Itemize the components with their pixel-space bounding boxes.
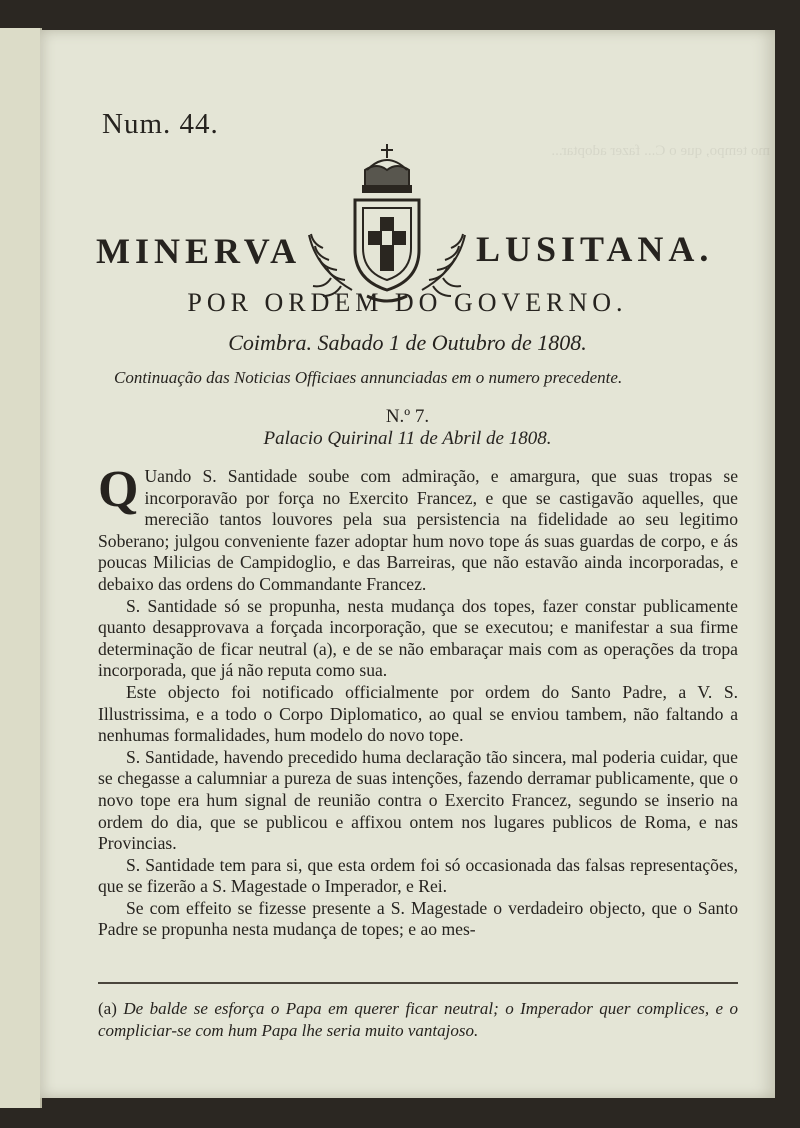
paragraph-text: Uando S. Santidade soube com admiração, e amargura, que suas tropas se incorporavão por força no Exercito Francez, e que se castigavão aquelles, que merecião tantos louvores pela sua persistencia na fidelidade ao seu legitimo Soberano; julgou conveniente fazer adoptar hum novo tope ás suas guardas de corpo, e ás poucas Milicias de Campidoglio, e das Barreiras, que não estavão ainda incorporadas, e debaixo das ordens do Commandante Francez. xyxy=(98,466,738,594)
continuation-note: Continuação das Noticias Officiaes annunciadas em o numero precedente. xyxy=(114,368,623,387)
footnote-label: (a) xyxy=(98,999,117,1018)
article-number: N.º 7. xyxy=(385,406,430,427)
article-place-date: Palacio Quirinal 11 de Abril de 1808. xyxy=(263,428,552,449)
footnote xyxy=(98,998,738,1042)
paragraph-2: S. Santidade só se propunha, nesta mudança dos topes, fazer constar publicamente quanto desapprovava a forçada incorporação, que se executou; e manifestar a sua firme determinação de ficar neutral (a), e de se não embaraçar mais com as operações da tropa incorporada, que já não reputa como sua. xyxy=(98,595,738,681)
adjacent-page-edge xyxy=(0,28,42,1108)
paragraph-3: Este objecto foi notificado officialmente por ordem do Santo Padre, a V. S. Illustrissima, e a todo o Corpo Diplomatico, ao qual se enviou tambem, não faltando a nenhumas formalidades, hum modelo do novo tope. xyxy=(98,681,738,746)
footnote-divider xyxy=(98,982,738,984)
footnote-text: De balde se esforça o Papa em querer ficar neutral; o Imperador quer complices, e o compliciar-se com hum Papa lhe seria muito vantajoso. xyxy=(98,999,739,1040)
title-right: LUSITANA. xyxy=(476,229,714,269)
drop-cap: Q xyxy=(98,461,139,518)
masthead xyxy=(92,140,732,310)
show-through-text: mo tempo, que o C... fazer adoptar... xyxy=(551,143,770,159)
paragraph-5: S. Santidade tem para si, que esta ordem foi só occasionada das falsas representações, que se fizerão a S. Magestade o Imperador, e Rei. xyxy=(98,854,738,897)
subtitle: POR ORDEM DO GOVERNO. xyxy=(187,288,628,317)
title-left: MINERVA xyxy=(96,231,302,271)
paragraph-6: Se com effeito se fizesse presente a S. Magestade o verdadeiro objecto, que o Santo Padre se propunha nesta mudança de topes; e ao mes- xyxy=(98,897,738,940)
paragraph-4: S. Santidade, havendo precedido huma declaração tão sincera, mal poderia cuidar, que se chegasse a calumniar a pureza de suas intenções, fazendo derramar publicamente, que o novo tope era hum signal de reunião contra o Exercito Francez, segundo se inserio na ordem do dia, que se publicou e affixou ontem nos lugares publicos de Roma, e nas Provincias. xyxy=(98,746,738,854)
coat-of-arms-icon xyxy=(297,140,477,305)
article-body xyxy=(98,461,738,941)
issue-number: Num. 44. xyxy=(102,108,219,140)
newspaper-page xyxy=(40,30,775,1098)
dateline: Coimbra. Sabado 1 de Outubro de 1808. xyxy=(228,330,587,355)
paragraph-1 xyxy=(98,461,738,596)
